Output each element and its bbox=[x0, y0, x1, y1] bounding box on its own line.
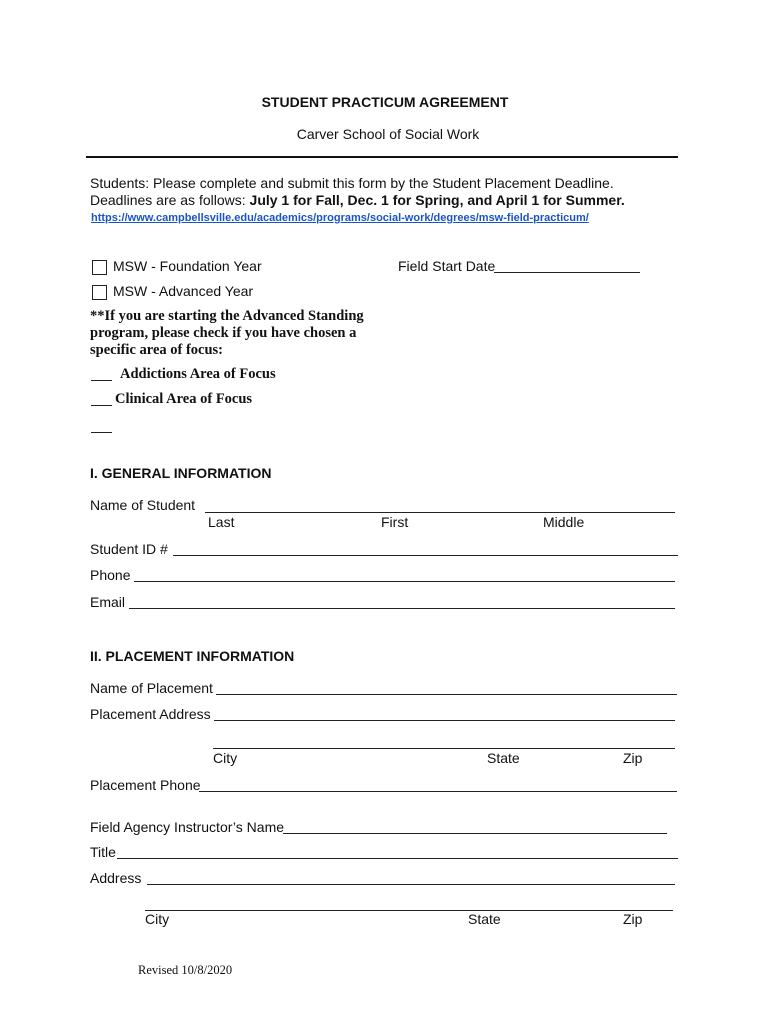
field-start-date-label: Field Start Date bbox=[398, 258, 496, 274]
revision-date: Revised 10/8/2020 bbox=[138, 963, 233, 977]
agency-zip-caption: Zip bbox=[623, 911, 643, 927]
student-name-label: Name of Student bbox=[90, 497, 196, 513]
phone-label: Phone bbox=[90, 567, 131, 583]
phone-input[interactable] bbox=[134, 581, 675, 582]
school-name: Carver School of Social Work bbox=[296, 126, 480, 142]
agency-city-state-zip-input[interactable] bbox=[145, 910, 673, 911]
agency-address-input[interactable] bbox=[147, 884, 675, 885]
general-info-heading: I. GENERAL INFORMATION bbox=[90, 465, 272, 481]
placement-zip-caption: Zip bbox=[623, 750, 643, 766]
student-id-input[interactable] bbox=[173, 555, 678, 556]
other-focus-blank[interactable] bbox=[91, 432, 112, 433]
middle-name-caption: Middle bbox=[543, 514, 585, 530]
intro-line-1: Students: Please complete and submit this form by the Student Placement Deadline. bbox=[90, 175, 614, 191]
placement-name-input[interactable] bbox=[216, 694, 677, 695]
instructor-title-label: Title bbox=[90, 844, 116, 860]
agency-city-caption: City bbox=[145, 911, 170, 927]
instructor-name-label: Field Agency Instructor’s Name bbox=[90, 819, 285, 835]
placement-state-caption: State bbox=[487, 750, 520, 766]
placement-city-caption: City bbox=[213, 750, 238, 766]
advanced-year-checkbox[interactable] bbox=[92, 285, 107, 300]
advanced-year-label: MSW - Advanced Year bbox=[113, 283, 254, 299]
instructor-name-input[interactable] bbox=[283, 833, 667, 834]
clinical-focus-blank[interactable] bbox=[91, 405, 112, 406]
placement-address-label: Placement Address bbox=[90, 706, 211, 722]
email-input[interactable] bbox=[129, 608, 675, 609]
last-name-caption: Last bbox=[208, 514, 235, 530]
addictions-focus-label: Addictions Area of Focus bbox=[120, 366, 276, 382]
first-name-caption: First bbox=[381, 514, 409, 530]
header-divider bbox=[86, 156, 678, 158]
advanced-note-3: specific area of focus: bbox=[90, 342, 224, 358]
clinical-focus-label: Clinical Area of Focus bbox=[115, 391, 253, 407]
url-wrapper bbox=[91, 208, 589, 226]
email-label: Email bbox=[90, 594, 126, 610]
instructor-title-input[interactable] bbox=[117, 858, 678, 859]
placement-phone-input[interactable] bbox=[199, 791, 677, 792]
deadline-dates: July 1 for Fall, Dec. 1 for Spring, and April 1 for Summer. bbox=[249, 192, 625, 208]
field-practicum-link[interactable]: https://www.campbellsville.edu/academics/programs/social-work/degrees/msw-field-practicum/ bbox=[91, 212, 589, 224]
placement-city-state-zip-input[interactable] bbox=[213, 748, 675, 749]
placement-name-label: Name of Placement bbox=[90, 680, 213, 696]
foundation-year-checkbox[interactable] bbox=[92, 260, 107, 275]
foundation-year-label: MSW - Foundation Year bbox=[113, 258, 262, 274]
field-start-date-input[interactable] bbox=[494, 272, 640, 273]
placement-address-input[interactable] bbox=[214, 720, 675, 721]
form-title: STUDENT PRACTICUM AGREEMENT bbox=[261, 94, 509, 110]
advanced-note-1: **If you are starting the Advanced Standing bbox=[90, 308, 364, 324]
addictions-focus-blank[interactable] bbox=[91, 380, 112, 381]
placement-phone-label: Placement Phone bbox=[90, 777, 201, 793]
advanced-note-2: program, please check if you have chosen a bbox=[90, 325, 357, 341]
intro-line-2 bbox=[90, 192, 625, 208]
placement-info-heading: II. PLACEMENT INFORMATION bbox=[90, 648, 295, 664]
student-name-input[interactable] bbox=[205, 512, 675, 513]
deadline-prefix: Deadlines are as follows: bbox=[90, 192, 250, 208]
agency-state-caption: State bbox=[468, 911, 501, 927]
agency-address-label: Address bbox=[90, 870, 142, 886]
student-id-label: Student ID # bbox=[90, 541, 168, 557]
